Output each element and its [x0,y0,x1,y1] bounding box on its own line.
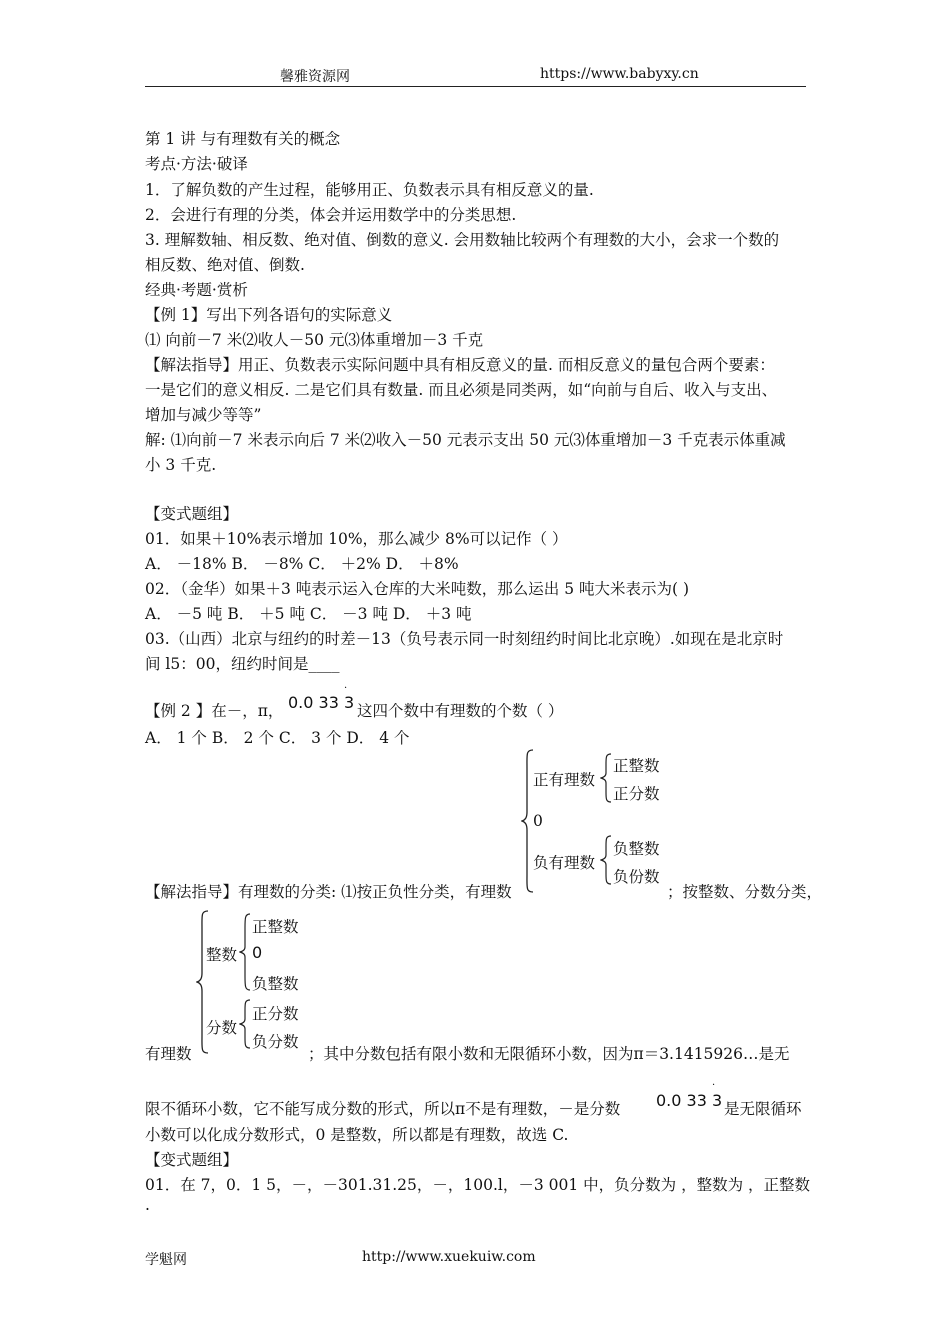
positive-rational-label: 正有理数 [533,771,596,789]
text-line: 1．了解负数的产生过程，能够用正、负数表示具有相反意义的量. [145,181,594,199]
brace-icon [600,834,614,886]
brace-icon [239,998,253,1050]
repeat-dot: · [344,683,348,694]
positive-fraction-label: 正分数 [613,785,660,803]
lesson-title: 第 1 讲 与有理数有关的概念 [145,130,341,148]
header-site-name: 馨雅资源网 [280,69,350,85]
text-line: ；其中分数包括有限小数和无限循环小数，因为π＝3.1415926…是无 [308,1045,790,1063]
text-line: 是无限循环 [724,1100,802,1118]
header-rule [145,86,806,87]
section-heading: 【变式题组】 [145,1151,239,1169]
header-url[interactable]: https://www.babyxy.cn [540,66,699,82]
text-line: 相反数、绝对值、倒数. [145,256,305,274]
negative-rational-label: 负有理数 [533,854,596,872]
question: 01．如果＋10%表示增加 10%，那么减少 8%可以记作（ ） [145,530,568,548]
zero-label: 0 [252,943,263,962]
zero-label: 0 [533,812,543,830]
negative-integer-label: 负整数 [613,840,660,858]
text-line: 【解法指导】有理数的分类: ⑴按正负性分类，有理数 [145,883,512,901]
section-heading: 经典·考题·赏析 [145,281,248,299]
section-heading: 考点·方法·破译 [145,155,248,173]
text-line: 限不循环小数，它不能写成分数的形式，所以π不是有理数，－是分数 [145,1100,621,1118]
repeating-decimal: 0.0 33 3 [288,693,355,712]
example-heading: 【例 2 】在－，π， [145,702,284,720]
repeating-decimal: 0.0 33 3 [656,1091,723,1110]
section-heading: 【变式题组】 [145,505,239,523]
text-line: ；按整数、分数分类， [667,883,823,901]
text-line: . [145,1196,150,1214]
text-line: 一是它们的意义相反. 二是它们具有数量. 而且必须是同类两，如“向前与自后、收入与支出、 [145,381,778,399]
text-line: 解: ⑴向前－7 米表示向后 7 米⑵收入－50 元表示支出 50 元⑶体重增加－3 千克表示体重减 [145,431,786,449]
question: 01．在 7，0．1 5，－，－301.31.25，－，100.l，－3 001 中，负分数为 ，整数为 ，正整数 [145,1176,811,1194]
positive-integer-label: 正整数 [613,757,660,775]
question: 03.（山西）北京与纽约的时差－13（负号表示同一时刻纽约时间比北京晚）.如现在是北京时 [145,630,784,648]
negative-integer-label: 负整数 [252,975,299,993]
text-line: 【解法指导】用正、负数表示实际问题中具有相反意义的量. 而相反意义的量包合两个要素： [145,356,775,374]
text-line: 2．会进行有理的分类，体会并运用数学中的分类思想. [145,206,517,224]
integer-label: 整数 [206,946,238,964]
footer-url[interactable]: http://www.xuekuiw.com [362,1249,536,1265]
question-options: A． 1 个 B． 2 个 C． 3 个 D． 4 个 [145,729,410,747]
negative-fraction-label: 负份数 [613,868,660,886]
question-options: A． －18% B． －8% C． ＋2% D． ＋8% [145,555,459,573]
text-line: 3. 理解数轴、相反数、绝对值、倒数的意义. 会用数轴比较两个有理数的大小，会求一个数的 [145,231,780,249]
negative-fraction-label: 负分数 [252,1033,299,1051]
text-line: 小 3 千克. [145,456,217,474]
brace-icon [239,912,253,992]
example-heading: 【例 1】写出下列各语句的实际意义 [145,306,393,324]
positive-integer-label: 正整数 [252,918,299,936]
text-line: 小数可以化成分数形式，0 是整数，所以都是有理数，故选 C. [145,1126,569,1144]
question: 间 l5：00，纽约时间是____ [145,655,340,673]
rational-root-label: 有理数 [145,1045,192,1063]
question-options: A． －5 吨 B． ＋5 吨 C． －3 吨 D． ＋3 吨 [145,605,472,623]
text-line: 增加与减少等等” [145,406,262,424]
text-line: ⑴ 向前－7 米⑵收人－50 元⑶体重增加－3 千克 [145,331,484,349]
question: 02．（金华）如果＋3 吨表示运入仓库的大米吨数，那么运出 5 吨大米表示为( ) [145,580,690,598]
repeat-dot: · [712,1080,716,1091]
fraction-label: 分数 [206,1019,238,1037]
brace-icon [600,752,614,804]
positive-fraction-label: 正分数 [252,1005,299,1023]
footer-site-name: 学魁网 [145,1252,187,1268]
text-line: 这四个数中有理数的个数（ ） [357,702,564,720]
